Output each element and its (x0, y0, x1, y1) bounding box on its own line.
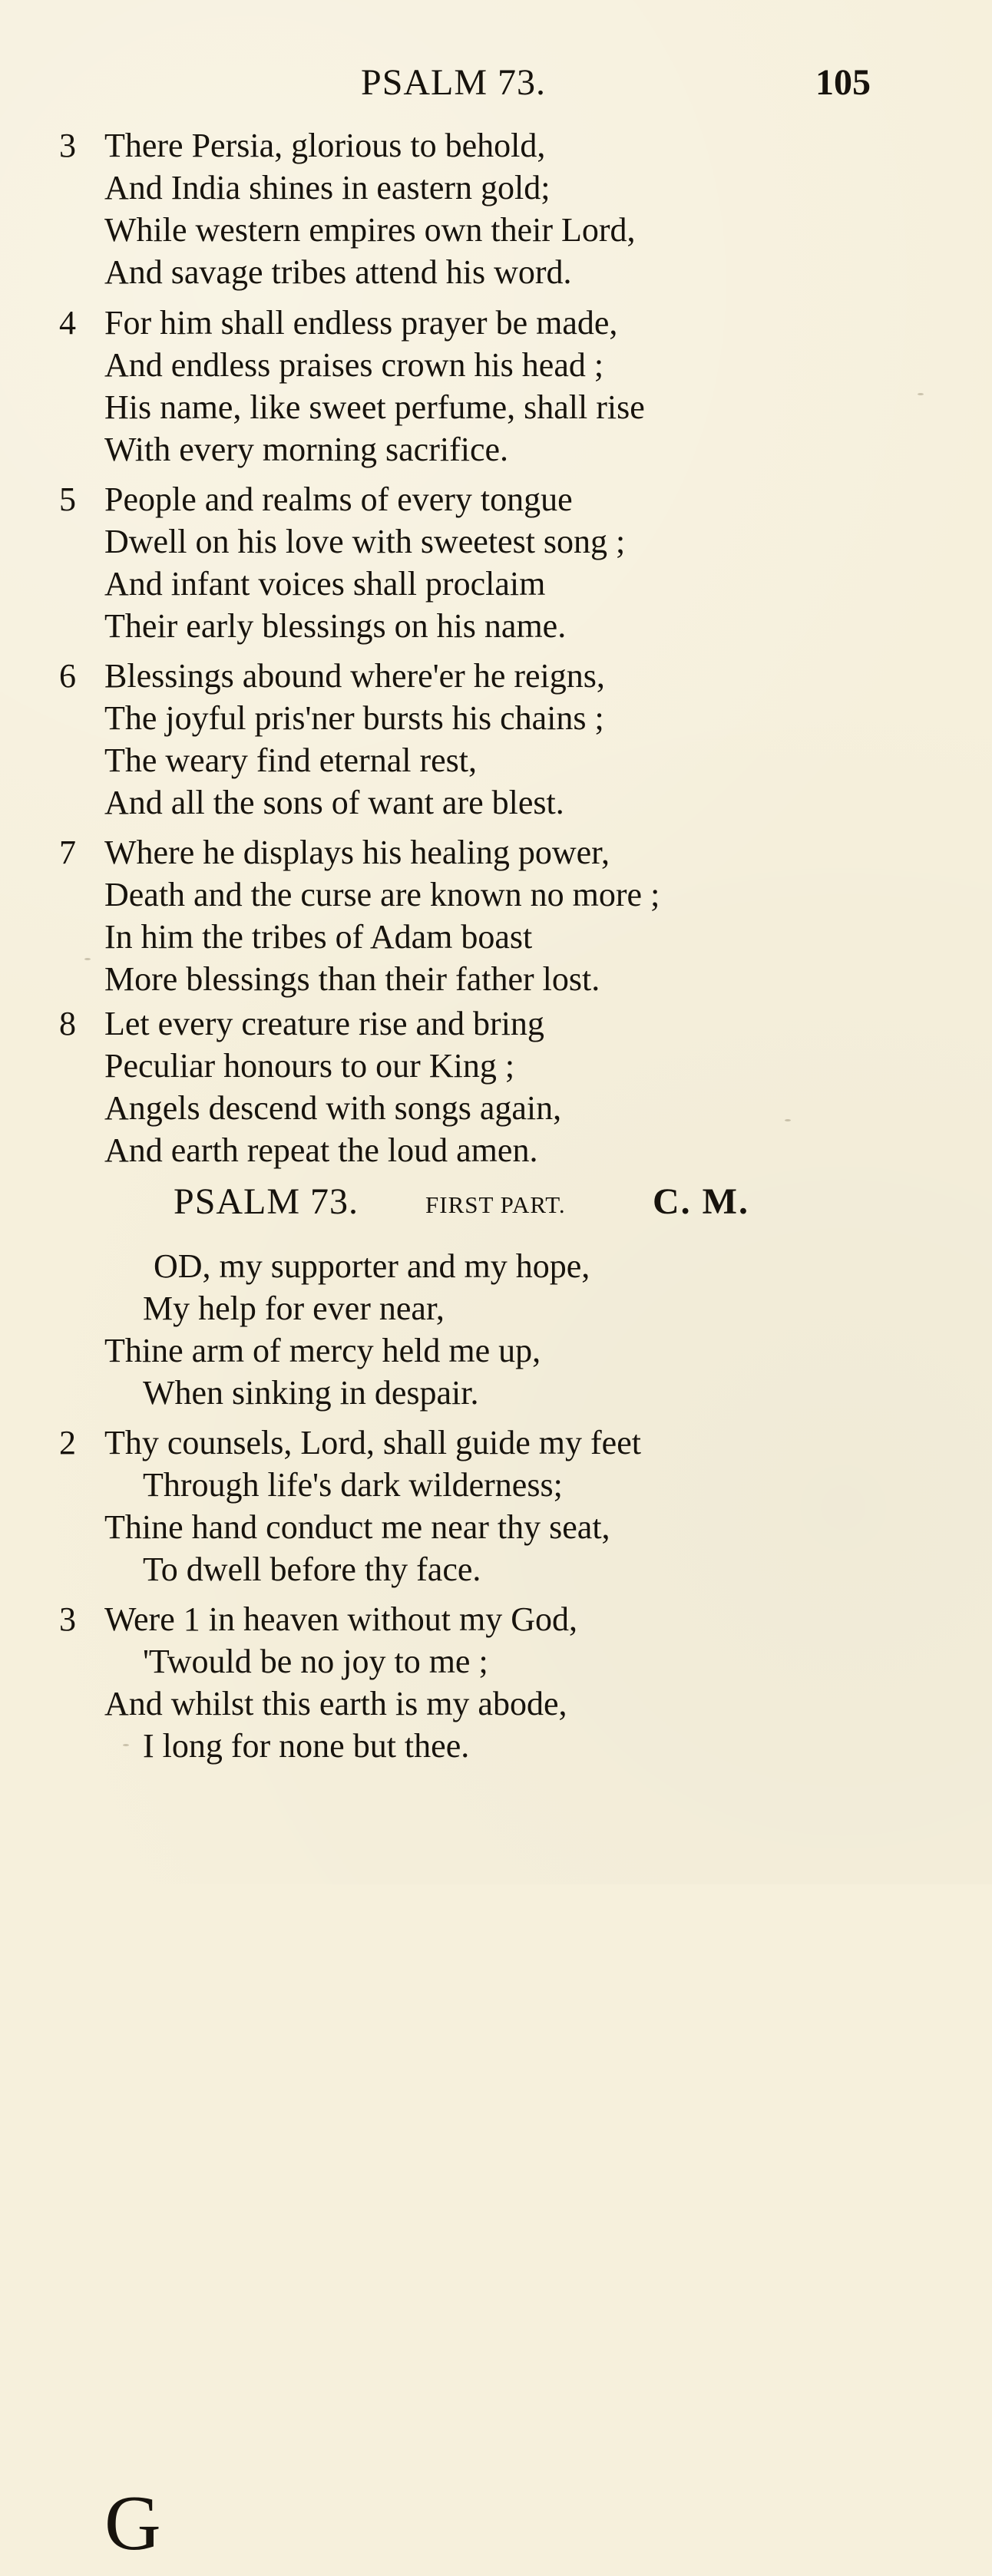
verse-text: When sinking in despair. (143, 1374, 479, 1412)
stanza-line (0, 697, 992, 739)
page-number: 105 (815, 62, 871, 103)
stanza-line (0, 344, 992, 386)
section-part-label: FIRST PART. (425, 1191, 566, 1218)
verse-text: Thine hand conduct me near thy seat, (104, 1508, 610, 1546)
stanza-line (0, 302, 992, 344)
verse-text: For him shall endless prayer be made, (104, 304, 618, 342)
stanza-line (0, 1422, 992, 1464)
stanza-line (0, 478, 992, 520)
stanza-line (0, 428, 992, 471)
stanza-line (0, 1464, 992, 1506)
paper-speckle (123, 1744, 129, 1746)
stanza-line (0, 167, 992, 209)
stanza-5 (0, 478, 992, 647)
stanza-line (0, 1548, 992, 1590)
verse-text: Dwell on his love with sweetest song ; (104, 523, 626, 560)
stanza-line (0, 739, 992, 781)
verse-number: 5 (59, 481, 76, 518)
first-line-rest: OD, my supporter and my hope, (154, 1247, 590, 1285)
verse-text: While western empires own their Lord, (104, 211, 636, 249)
paper-speckle (785, 1119, 791, 1121)
stanza-8 (0, 1002, 992, 1171)
stanza-2 (0, 1422, 992, 1590)
stanza-line (0, 605, 992, 647)
verse-number: 8 (59, 1005, 76, 1042)
stanza-line (0, 124, 992, 167)
verse-number: 3 (59, 127, 76, 164)
verse-text: I long for none but thee. (143, 1727, 470, 1765)
verse-text: And earth repeat the loud amen. (104, 1131, 538, 1169)
verse-text: With every morning sacrifice. (104, 431, 509, 468)
stanza-line (0, 1598, 992, 1640)
stanza-6 (0, 655, 992, 824)
psalm-section-heading (0, 1181, 992, 1234)
verse-text: My help for ever near, (143, 1290, 445, 1327)
verse-text: Their early blessings on his name. (104, 607, 567, 645)
section-psalm-title: PSALM 73. (174, 1181, 359, 1222)
stanza-line (0, 386, 992, 428)
stanza-line (0, 1506, 992, 1548)
verse-text: And infant voices shall proclaim (104, 565, 546, 603)
stanza-line (0, 563, 992, 605)
verse-text: There Persia, glorious to behold, (104, 127, 546, 164)
verse-text: His name, like sweet perfume, shall rise (104, 388, 645, 426)
stanza-line (0, 1129, 992, 1171)
verse-text: Thine arm of mercy held me up, (104, 1332, 541, 1369)
running-title: PSALM 73. (361, 62, 547, 103)
stanza-line (0, 1329, 992, 1372)
stanza-line (0, 781, 992, 824)
verse-text: Through life's dark wilderness; (143, 1466, 563, 1504)
verse-text: Where he displays his healing power, (104, 834, 610, 871)
stanza-line (0, 251, 992, 293)
stanza-line (0, 1002, 992, 1045)
verse-text: The joyful pris'ner bursts his chains ; (104, 699, 604, 737)
stanza-4 (0, 302, 992, 471)
stanza-line (0, 1372, 992, 1414)
verse-text: Peculiar honours to our King ; (104, 1047, 515, 1085)
verse-text: Blessings abound where'er he reigns, (104, 657, 605, 695)
stanza-3-after (0, 1598, 992, 1767)
stanza-3-before (0, 124, 992, 293)
stanza-line (0, 655, 992, 697)
verse-number: 3 (59, 1600, 76, 1638)
verse-text: 'Twould be no joy to me ; (143, 1643, 488, 1680)
verse-number: 4 (59, 304, 76, 342)
verse-text: And whilst this earth is my abode, (104, 1685, 567, 1722)
verse-number: 2 (59, 1424, 76, 1461)
stanza-line (0, 874, 992, 916)
verse-number: 7 (59, 834, 76, 871)
verse-text: People and realms of every tongue (104, 481, 573, 518)
verse-text: Angels descend with songs again, (104, 1089, 562, 1127)
verse-number: 6 (59, 657, 76, 695)
verse-text: And all the sons of want are blest. (104, 784, 564, 821)
verse-text: More blessings than their father lost. (104, 960, 600, 998)
verse-text: The weary find eternal rest, (104, 741, 477, 779)
verse-text: Let every creature rise and bring (104, 1005, 544, 1042)
stanza-line (0, 1245, 992, 1287)
stanza-line (0, 209, 992, 251)
verse-text: Death and the curse are known no more ; (104, 876, 660, 913)
stanza-line (0, 1725, 992, 1767)
stanza-line (0, 831, 992, 874)
stanza-line (0, 1683, 992, 1725)
verse-text: And India shines in eastern gold; (104, 169, 551, 206)
section-meter: C. M. (653, 1181, 749, 1222)
running-head (0, 61, 992, 115)
stanza-7 (0, 831, 992, 1000)
stanza-line (0, 1287, 992, 1329)
stanza-line (0, 1045, 992, 1087)
drop-cap: G (104, 2480, 161, 2567)
verse-text: And savage tribes attend his word. (104, 253, 572, 291)
paper-speckle (918, 393, 924, 395)
verse-text: In him the tribes of Adam boast (104, 918, 533, 956)
verse-text: Were 1 in heaven without my God, (104, 1600, 577, 1638)
paper-speckle (84, 958, 91, 960)
stanza-line (0, 1087, 992, 1129)
stanza-line (0, 916, 992, 958)
stanza-line (0, 1640, 992, 1683)
stanza-line (0, 958, 992, 1000)
verse-text: And endless praises crown his head ; (104, 346, 604, 384)
verse-text: To dwell before thy face. (143, 1551, 481, 1588)
verse-text: Thy counsels, Lord, shall guide my feet (104, 1424, 641, 1461)
stanza-line (0, 520, 992, 563)
drop-cap-wrapper (104, 2480, 174, 2576)
